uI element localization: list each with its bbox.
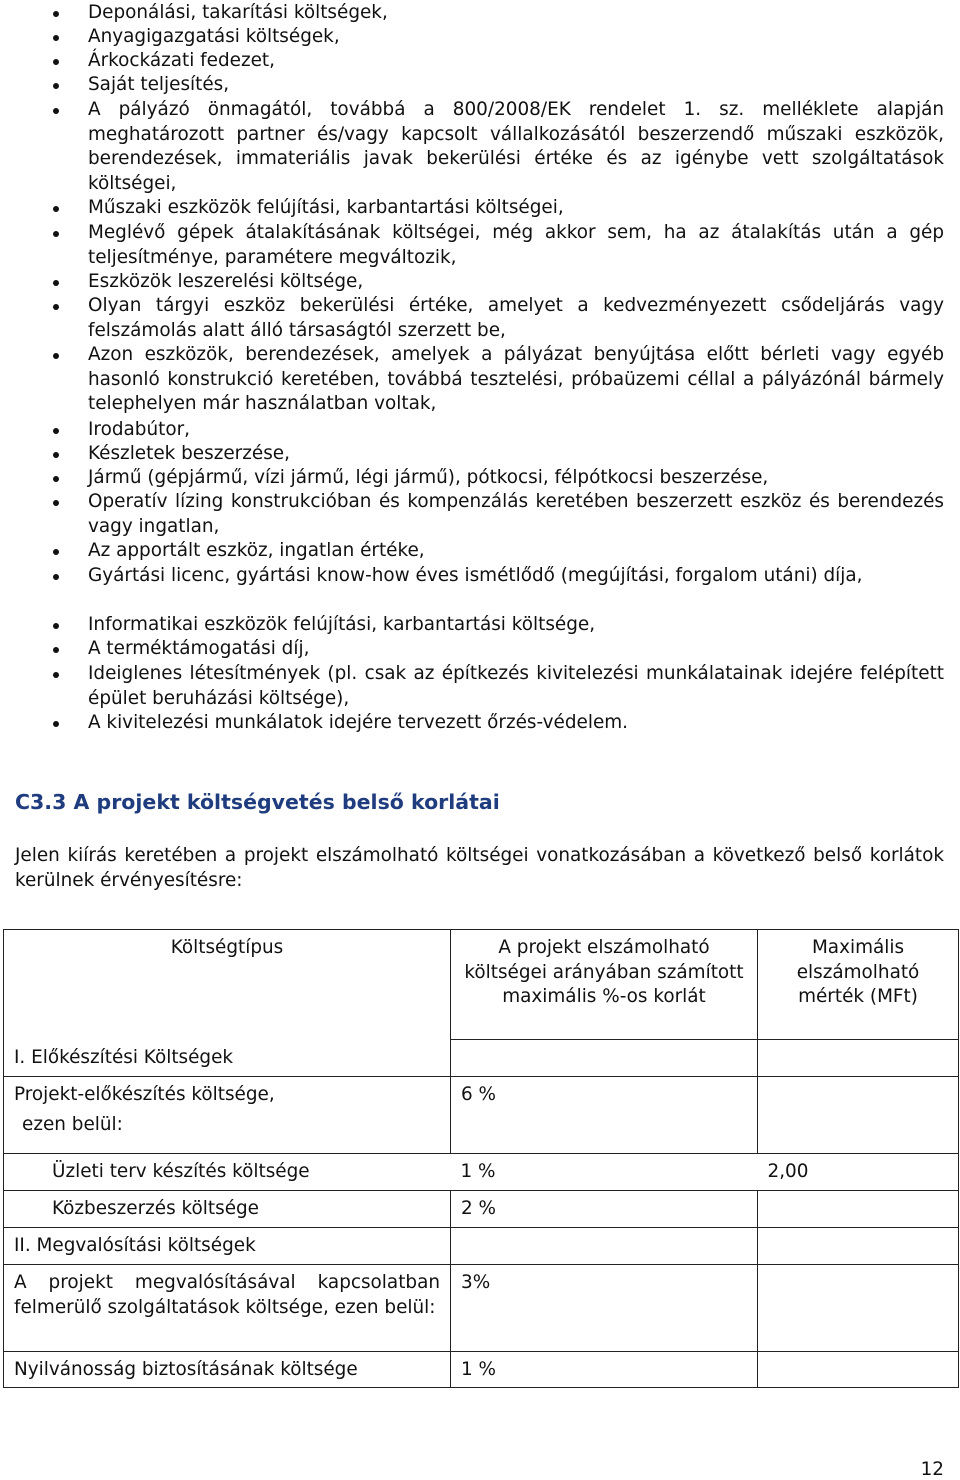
bullet-icon: [53, 35, 59, 41]
table-row: [4, 1077, 959, 1154]
list-item: A kivitelezési munkálatok idejére tervezett őrzés-védelem.: [88, 711, 944, 736]
list-item: Anyagigazgatási költségek,: [88, 25, 944, 50]
table-cell-empty: [451, 1228, 758, 1265]
section-title: A projekt költségvetés belső korlátai: [73, 790, 500, 814]
row-label-procurement: Közbeszerzés költsége: [4, 1191, 451, 1228]
table-row: [4, 1265, 959, 1352]
bullet-icon: [53, 500, 59, 506]
row-percent: 6 %: [451, 1077, 758, 1154]
table-header-row: [4, 930, 959, 1040]
table-cell-empty: [451, 1040, 758, 1077]
table-group-row: [4, 1228, 959, 1265]
row-max: [758, 1077, 959, 1154]
bullet-icon: [53, 59, 59, 65]
group-label-implementation: II. Megvalósítási költségek: [4, 1228, 451, 1265]
list-item: Irodabútor,: [88, 418, 944, 443]
bullet-icon: [53, 721, 59, 727]
list-item: Készletek beszerzése,: [88, 442, 944, 467]
table-cell-empty: [758, 1228, 959, 1265]
list-item: Azon eszközök, berendezések, amelyek a pályázat benyújtása előtt bérleti vagy egyéb hasonló konstrukció keretében, továbbá tesztelési, próbaüzemi céllal a pályázónál bármely telephelyen már használatban voltak,: [88, 343, 944, 417]
bullet-icon: [53, 83, 59, 89]
bullet-icon: [53, 231, 59, 237]
row-percent: 1 %: [451, 1154, 758, 1191]
bullet-icon: [53, 108, 59, 114]
header-cost-type: Költségtípus: [4, 930, 451, 1040]
list-item: Gyártási licenc, gyártási know-how éves ismétlődő (megújítási, forgalom utáni) díja,: [88, 564, 944, 589]
list-item: Informatikai eszközök felújítási, karbantartási költsége,: [88, 613, 944, 638]
row-percent: 2 %: [451, 1191, 758, 1228]
header-max-percent: A projekt elszámolható költségei arányában számított maximális %-os korlát: [451, 930, 758, 1040]
row-label-line: Projekt-előkészítés költsége,: [14, 1084, 275, 1105]
list-item: Meglévő gépek átalakításának költségei, még akkor sem, ha az átalakítás után a gép teljesítménye, paramétere megváltozik,: [88, 221, 944, 270]
table-row: [4, 1352, 959, 1388]
list-item: A pályázó önmagától, továbbá a 800/2008/EK rendelet 1. sz. melléklete alapján meghatározott partner és/vagy kapcsolt vállalkozásától beszerzendő műszaki eszközök, berendezések, immateriális javak bekerülési értéke és az igénybe vett szolgáltatások költségei,: [88, 98, 944, 196]
row-max: 2,00: [758, 1154, 959, 1191]
bullet-icon: [53, 353, 59, 359]
row-label-line: ezen belül:: [22, 1113, 123, 1135]
bullet-icon: [53, 304, 59, 310]
list-item: Jármű (gépjármű, vízi jármű, légi jármű), pótkocsi, félpótkocsi beszerzése,: [88, 466, 944, 491]
section-heading: [15, 790, 500, 814]
list-item: Eszközök leszerelési költsége,: [88, 270, 944, 295]
row-label-project-preparation: [4, 1077, 451, 1154]
table-cell-empty: [758, 1040, 959, 1077]
budget-limits-table: [3, 929, 959, 1388]
bullet-icon: [53, 206, 59, 212]
row-max: [758, 1352, 959, 1388]
row-label-services: A projekt megvalósításával kapcsolatban felmerülő szolgáltatások költsége, ezen belül:: [4, 1265, 451, 1352]
row-percent: 3%: [451, 1265, 758, 1352]
bullet-icon: [53, 574, 59, 580]
row-label-business-plan: Üzleti terv készítés költsége: [4, 1154, 451, 1191]
bullet-icon: [53, 428, 59, 434]
group-label-preparation: I. Előkészítési Költségek: [4, 1040, 451, 1077]
bullet-icon: [53, 647, 59, 653]
list-item: Deponálási, takarítási költségek,: [88, 1, 944, 26]
table-row: [4, 1154, 959, 1191]
bullet-icon: [53, 280, 59, 286]
section-number: C3.3: [15, 790, 67, 814]
row-label-publicity: Nyilvánosság biztosításának költsége: [4, 1352, 451, 1388]
row-percent: 1 %: [451, 1352, 758, 1388]
row-max: [758, 1265, 959, 1352]
page-number: 12: [920, 1459, 944, 1480]
bullet-icon: [53, 452, 59, 458]
bullet-icon: [53, 549, 59, 555]
bullet-icon: [53, 476, 59, 482]
header-max-amount: Maximális elszámolható mérték (MFt): [758, 930, 959, 1040]
bullet-icon: [53, 672, 59, 678]
list-item: Műszaki eszközök felújítási, karbantartási költségei,: [88, 196, 944, 221]
list-item: Árkockázati fedezet,: [88, 49, 944, 74]
list-item: Ideiglenes létesítmények (pl. csak az építkezés kivitelezési munkálatainak idejére felépített épület beruházási költsége),: [88, 662, 944, 711]
table-row: [4, 1191, 959, 1228]
table-group-row: [4, 1040, 959, 1077]
row-max: [758, 1191, 959, 1228]
list-item: Operatív lízing konstrukcióban és kompenzálás keretében beszerzett eszköz és berendezés vagy ingatlan,: [88, 490, 944, 539]
list-item: Saját teljesítés,: [88, 73, 944, 98]
list-item: Az apportált eszköz, ingatlan értéke,: [88, 539, 944, 564]
bullet-icon: [53, 11, 59, 17]
list-item: A terméktámogatási díj,: [88, 637, 944, 662]
list-item: Olyan tárgyi eszköz bekerülési értéke, amelyet a kedvezményezett csődeljárás vagy felszámolás alatt álló társaságtól szerzett be,: [88, 294, 944, 343]
bullet-icon: [53, 623, 59, 629]
intro-paragraph: Jelen kiírás keretében a projekt elszámolható költségei vonatkozásában a következő belső korlátok kerülnek érvényesítésre:: [15, 845, 944, 891]
